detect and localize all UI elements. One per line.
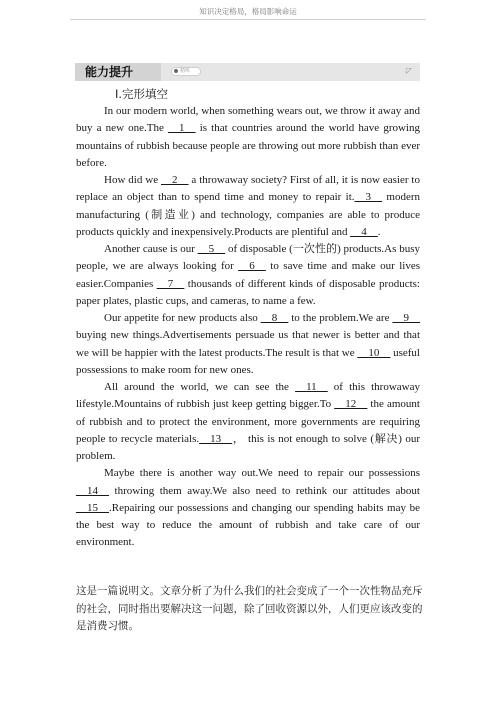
blank-12: __12__	[334, 398, 368, 411]
badge-dot-icon	[174, 69, 178, 73]
blank-10: __10__	[357, 346, 391, 359]
blank-1: __1__	[168, 122, 196, 135]
blank-6: __6__	[238, 260, 266, 273]
blank-3: __3__	[354, 191, 383, 204]
banner-title: 能力提升	[75, 63, 161, 81]
blank-9: __9__	[392, 312, 420, 324]
paragraph-2: How did we __2__ a throwaway society? First of all, it is now easier to replace an object than to spend time and money to repair it.__3__ modern manufacturing (制造业) and technology, companies are able to produce products quickly and inexpensively.Products are plentiful and __4__.	[76, 174, 420, 238]
note-text: 这是一篇说明文。文章分析了为什么我们的社会变成了一个一次性物品充斥的社会，同时指出要解决这一问题，除了回收资源以外，人们更应该改变的是消费习惯。	[76, 585, 423, 632]
passage	[76, 103, 420, 552]
header-divider	[70, 19, 426, 20]
paragraph-6: Maybe there is another way out.We need to repair our possessions __14__ throwing them away.We also need to rethink our attitudes about __15__.Repairing our possessions and changing our spending habits may be the best way to reduce the amount of rubbish and take care of our environment.	[76, 467, 420, 549]
badge-label: 精练	[180, 68, 191, 74]
blank-2: __2__	[161, 174, 189, 186]
section-banner	[75, 63, 420, 81]
paragraph-1: In our modern world, when something wears out, we throw it away and buy a new one.The __1__ is that countries around the world have growing mountains of rubbish because people are throwing out more rubbish than ever before.	[76, 105, 420, 169]
blank-7: __7__	[156, 277, 185, 290]
paragraph-3: Another cause is our __5__ of disposable (一次性的) products.As busy people, we are always looking for __6__ to save time and make our lives easier.Companies __7__ thousands of different kinds of disposable products: paper plates, plastic cups, and cameras, to name a few.	[76, 243, 421, 307]
section-title: Ⅰ.完形填空	[115, 87, 169, 101]
blank-5: __5__	[197, 243, 226, 255]
paragraph-5: All around the world, we can see the __11__ of this throwaway lifestyle.Mountains of rubbish just keep getting bigger.To __12__ the amount of rubbish and to protect the environment, more governments are requiring people to recycle materials.__13__， this is not enough to solve (解决) our problem.	[76, 381, 420, 462]
blank-11: __11__	[295, 381, 328, 393]
blank-8: __8__	[260, 312, 289, 324]
blank-15: __15__	[76, 501, 109, 514]
paragraph-4: Our appetite for new products also __8__ to the problem.We are __9__ buying new things.Advertisements persuade us that newer is better and that we will be happier with the latest products.The result is that we __10__ useful possessions to make room for new ones.	[76, 312, 420, 376]
blank-14: __14__	[76, 484, 109, 497]
fold-corner-icon: ◸	[405, 66, 412, 75]
explanation-note	[76, 583, 424, 636]
blank-4: __4__	[350, 225, 378, 238]
blank-13: __13__	[199, 432, 233, 445]
banner-badge	[171, 67, 201, 76]
page-header: 知识决定格局，格局影响命运	[199, 7, 297, 16]
